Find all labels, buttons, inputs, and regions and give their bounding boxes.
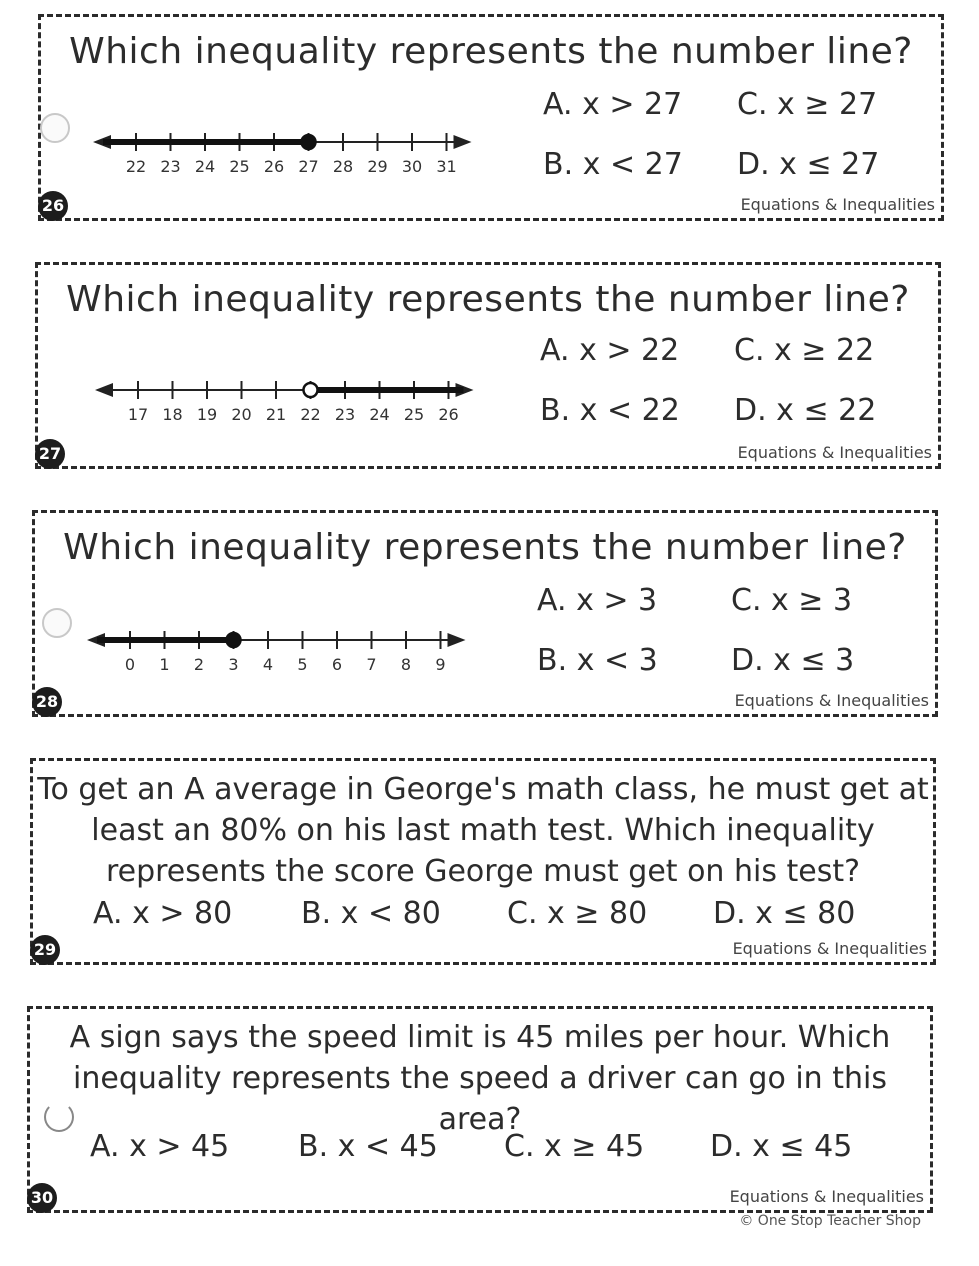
card-number-badge: 29 [30, 935, 60, 965]
tick-label: 6 [331, 655, 343, 674]
tick-label: 8 [400, 655, 412, 674]
closed-point [302, 135, 316, 149]
question-text [33, 769, 933, 892]
arrow-right-icon [454, 135, 472, 149]
tick-label: 3 [228, 655, 239, 674]
tick-label: 19 [196, 405, 218, 424]
question-title: Which inequality represents the number line? [69, 31, 913, 72]
tick-label: 22 [300, 405, 321, 424]
tick-label: 2 [193, 655, 205, 674]
option-c[interactable]: C. x ≥ 80 [507, 896, 648, 931]
option-d[interactable]: D. x ≤ 27 [737, 147, 880, 182]
option-a[interactable]: A. x > 27 [543, 87, 683, 122]
tick-label: 0 [124, 655, 136, 674]
footer-label: Equations & Inequalities [740, 195, 935, 214]
tick-label: 5 [297, 655, 308, 674]
tick-label: 23 [160, 157, 181, 176]
tick-label: 9 [435, 655, 446, 674]
option-d[interactable]: D. x ≤ 80 [713, 896, 856, 931]
tick-label: 24 [369, 405, 390, 424]
option-a[interactable]: A. x > 80 [93, 896, 233, 931]
open-point [304, 383, 318, 397]
tick-label: 21 [265, 405, 287, 424]
tick-label: 25 [403, 405, 425, 424]
tick-label: 30 [401, 157, 423, 176]
tick-label: 17 [127, 405, 149, 424]
footer-label: Equations & Inequalities [729, 1187, 924, 1206]
tick-label: 28 [332, 157, 354, 176]
tick-label: 26 [438, 405, 459, 424]
option-b[interactable]: B. x < 27 [543, 147, 683, 182]
option-b[interactable]: B. x < 80 [301, 896, 441, 931]
footer-label: Equations & Inequalities [732, 939, 927, 958]
number-line [85, 610, 515, 674]
task-card-28 [32, 510, 938, 717]
tick-label: 20 [231, 405, 252, 424]
option-c[interactable]: C. x ≥ 27 [737, 87, 878, 122]
option-c[interactable]: C. x ≥ 22 [734, 333, 875, 368]
option-d[interactable]: D. x ≤ 3 [731, 643, 855, 678]
task-card-26 [38, 14, 944, 221]
closed-point [227, 633, 241, 647]
question-line: represents the score George must get on his test? [105, 854, 861, 889]
option-b[interactable]: B. x < 22 [540, 393, 680, 428]
question-line: least an 80% on his last math test. Which inequality [91, 813, 875, 848]
tick-label: 22 [125, 157, 147, 176]
card-number-badge: 27 [35, 439, 65, 469]
number-line [91, 112, 521, 176]
tick-label: 31 [436, 157, 457, 176]
tick-label: 27 [298, 157, 319, 176]
option-a[interactable]: A. x > 3 [537, 583, 658, 618]
task-card-30 [27, 1006, 933, 1213]
option-d[interactable]: D. x ≤ 22 [734, 393, 877, 428]
option-d[interactable]: D. x ≤ 45 [710, 1129, 853, 1164]
hole-punch-mark [42, 608, 72, 638]
number-line [93, 360, 523, 424]
tick-label: 26 [263, 157, 285, 176]
option-b[interactable]: B. x < 3 [537, 643, 658, 678]
arrow-right-icon [448, 633, 466, 647]
tick-label: 24 [194, 157, 216, 176]
card-number-badge: 28 [32, 687, 62, 717]
option-c[interactable]: C. x ≥ 45 [504, 1129, 645, 1164]
tick-label: 1 [159, 655, 170, 674]
tick-label: 29 [367, 157, 388, 176]
footer-label: Equations & Inequalities [734, 691, 929, 710]
tick-label: 7 [366, 655, 377, 674]
tick-label: 18 [162, 405, 183, 424]
question-line: To get an A average in George's math class, he must get at [37, 772, 929, 807]
hole-punch-mark [44, 1102, 74, 1132]
option-b[interactable]: B. x < 45 [298, 1129, 438, 1164]
question-line: A sign says the speed limit is 45 miles per hour. Which [69, 1020, 891, 1055]
footer-label: Equations & Inequalities [737, 443, 932, 462]
question-text [30, 1017, 930, 1140]
option-a[interactable]: A. x > 22 [540, 333, 680, 368]
arrow-left-icon [95, 383, 113, 397]
copyright-text: © One Stop Teacher Shop [739, 1213, 921, 1229]
option-c[interactable]: C. x ≥ 3 [731, 583, 853, 618]
option-a[interactable]: A. x > 45 [90, 1129, 230, 1164]
question-title: Which inequality represents the number line? [66, 279, 910, 320]
card-number-badge: 26 [38, 191, 68, 221]
task-card-29 [30, 758, 936, 965]
question-title: Which inequality represents the number line? [63, 527, 907, 568]
tick-label: 25 [229, 157, 250, 176]
task-card-27 [35, 262, 941, 469]
hole-punch-mark [40, 113, 70, 143]
question-line: inequality represents the speed a driver can go in this area? [73, 1061, 887, 1137]
tick-label: 4 [262, 655, 274, 674]
tick-label: 23 [334, 405, 356, 424]
card-number-badge: 30 [27, 1183, 57, 1213]
